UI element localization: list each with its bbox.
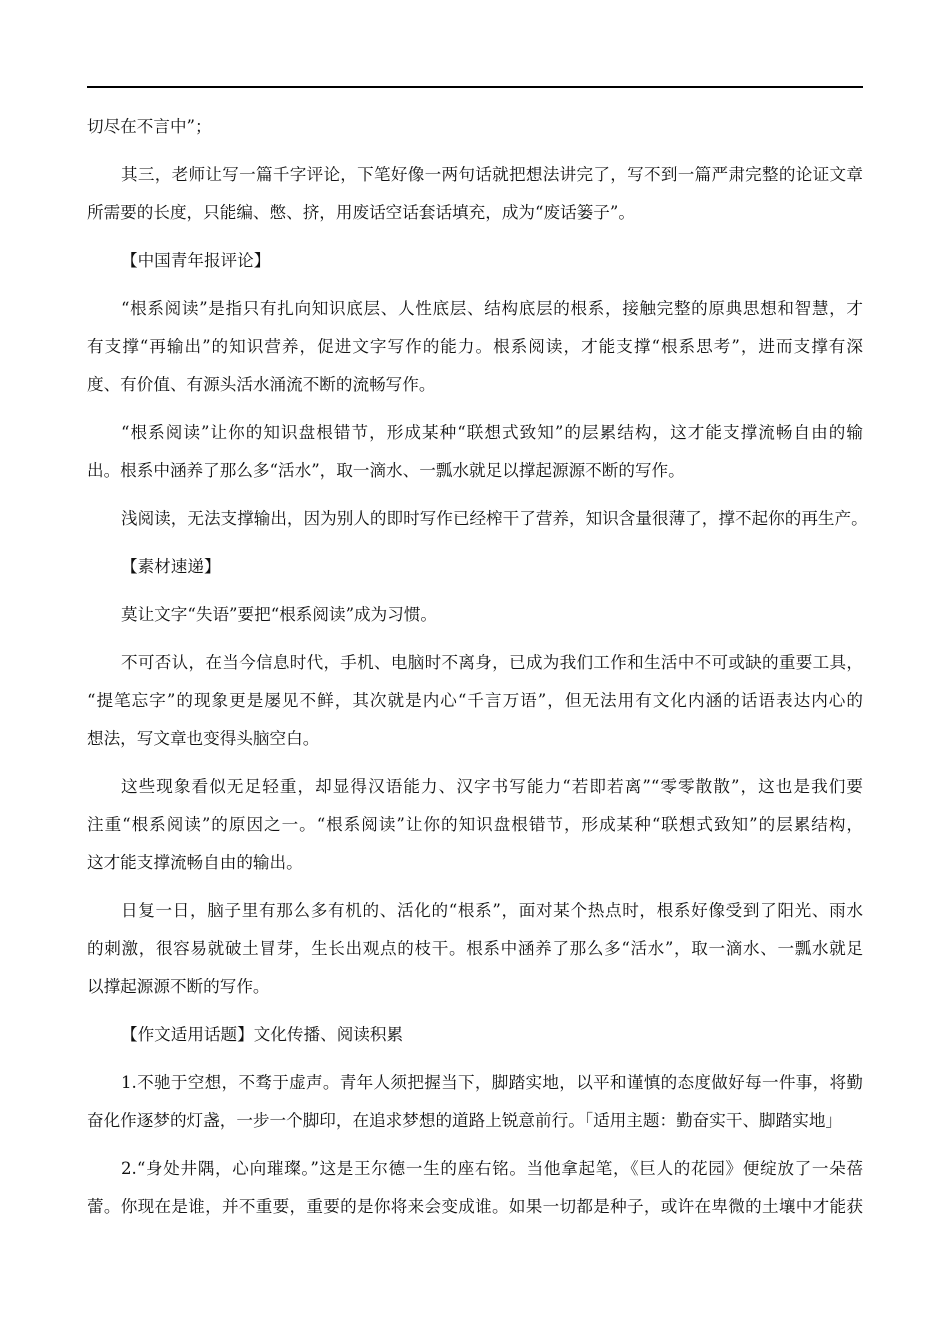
text-line: 切尽在不言中”； — [87, 117, 212, 136]
text-line: “提笔忘字”的现象更是屡见不鲜，其次就是内心“千言万语”，但无法用有文化内涵的话语表达内心的 — [87, 691, 863, 710]
text-line: “根系阅读”让你的知识盘根错节，形成某种“联想式致知”的层累结构，这才能支撑流畅自由的输 — [121, 423, 863, 442]
paragraph — [87, 500, 868, 538]
paragraph — [87, 414, 863, 490]
text-line: 的刺激，很容易就破土冒芽，生长出观点的枝干。根系中涵养了那么多“活水”，取一滴水、一瓢水就足 — [87, 939, 863, 958]
text-line: 这才能支撑流畅自由的输出。 — [87, 853, 303, 872]
document-body — [87, 108, 868, 1236]
paragraph — [87, 1150, 863, 1226]
paragraph — [87, 596, 863, 634]
text-line: 出。根系中涵养了那么多“活水”，取一滴水、一瓢水就足以撑起源源不断的写作。 — [87, 461, 685, 480]
paragraph — [87, 1016, 863, 1054]
paragraph — [87, 242, 863, 280]
text-line: 【作文适用话题】文化传播、阅读积累 — [121, 1025, 404, 1044]
text-line: 莫让文字“失语”要把“根系阅读”成为习惯。 — [121, 605, 438, 624]
paragraph — [87, 644, 863, 758]
text-line: 【中国青年报评论】 — [121, 251, 271, 270]
text-line: 【素材速递】 — [121, 557, 221, 576]
paragraph — [87, 108, 863, 146]
paragraph — [87, 156, 863, 232]
text-line: 日复一日，脑子里有那么多有机的、活化的“根系”，面对某个热点时，根系好像受到了阳光、雨水 — [121, 901, 863, 920]
header-rule — [87, 86, 863, 88]
paragraph — [87, 290, 863, 404]
text-line: 想法，写文章也变得头脑空白。 — [87, 729, 320, 748]
text-line: 1.不驰于空想，不骛于虚声。青年人须把握当下，脚踏实地，以平和谨慎的态度做好每一件事，将勤 — [121, 1073, 863, 1092]
paragraph — [87, 548, 863, 586]
text-line: 不可否认，在当今信息时代，手机、电脑时不离身，已成为我们工作和生活中不可或缺的重要工具， — [121, 653, 863, 672]
text-line: 有支撑“再输出”的知识营养，促进文字写作的能力。根系阅读，才能支撑“根系思考”，进而支撑有深 — [87, 337, 863, 356]
text-line: 2.“身处井隅，心向璀璨。”这是王尔德一生的座右铭。当他拿起笔，《巨人的花园》便绽放了一朵蓓 — [121, 1159, 863, 1178]
paragraph — [87, 768, 863, 882]
paragraph — [87, 892, 863, 1006]
text-line: 注重“根系阅读”的原因之一。“根系阅读”让你的知识盘根错节，形成某种“联想式致知”的层累结构， — [87, 815, 863, 834]
text-line: 浅阅读，无法支撑输出，因为别人的即时写作已经榨干了营养，知识含量很薄了，撑不起你的再生产。 — [121, 509, 868, 528]
text-line: 所需要的长度，只能编、憋、挤，用废话空话套话填充，成为“废话篓子”。 — [87, 203, 635, 222]
text-line: 度、有价值、有源头活水涌流不断的流畅写作。 — [87, 375, 436, 394]
text-line: “根系阅读”是指只有扎向知识底层、人性底层、结构底层的根系，接触完整的原典思想和智慧，才 — [121, 299, 863, 318]
text-line: 蕾。你现在是谁，并不重要，重要的是你将来会变成谁。如果一切都是种子，或许在卑微的土壤中才能获 — [87, 1197, 863, 1216]
text-line: 奋化作逐梦的灯盏，一步一个脚印，在追求梦想的道路上锐意前行。「适用主题：勤奋实干、脚踏实地」 — [87, 1111, 843, 1130]
paragraph — [87, 1064, 863, 1140]
text-line: 这些现象看似无足轻重，却显得汉语能力、汉字书写能力“若即若离”“零零散散”，这也是我们要 — [121, 777, 863, 796]
text-line: 其三，老师让写一篇千字评论，下笔好像一两句话就把想法讲完了，写不到一篇严肃完整的论证文章 — [121, 165, 863, 184]
text-line: 以撑起源源不断的写作。 — [87, 977, 270, 996]
